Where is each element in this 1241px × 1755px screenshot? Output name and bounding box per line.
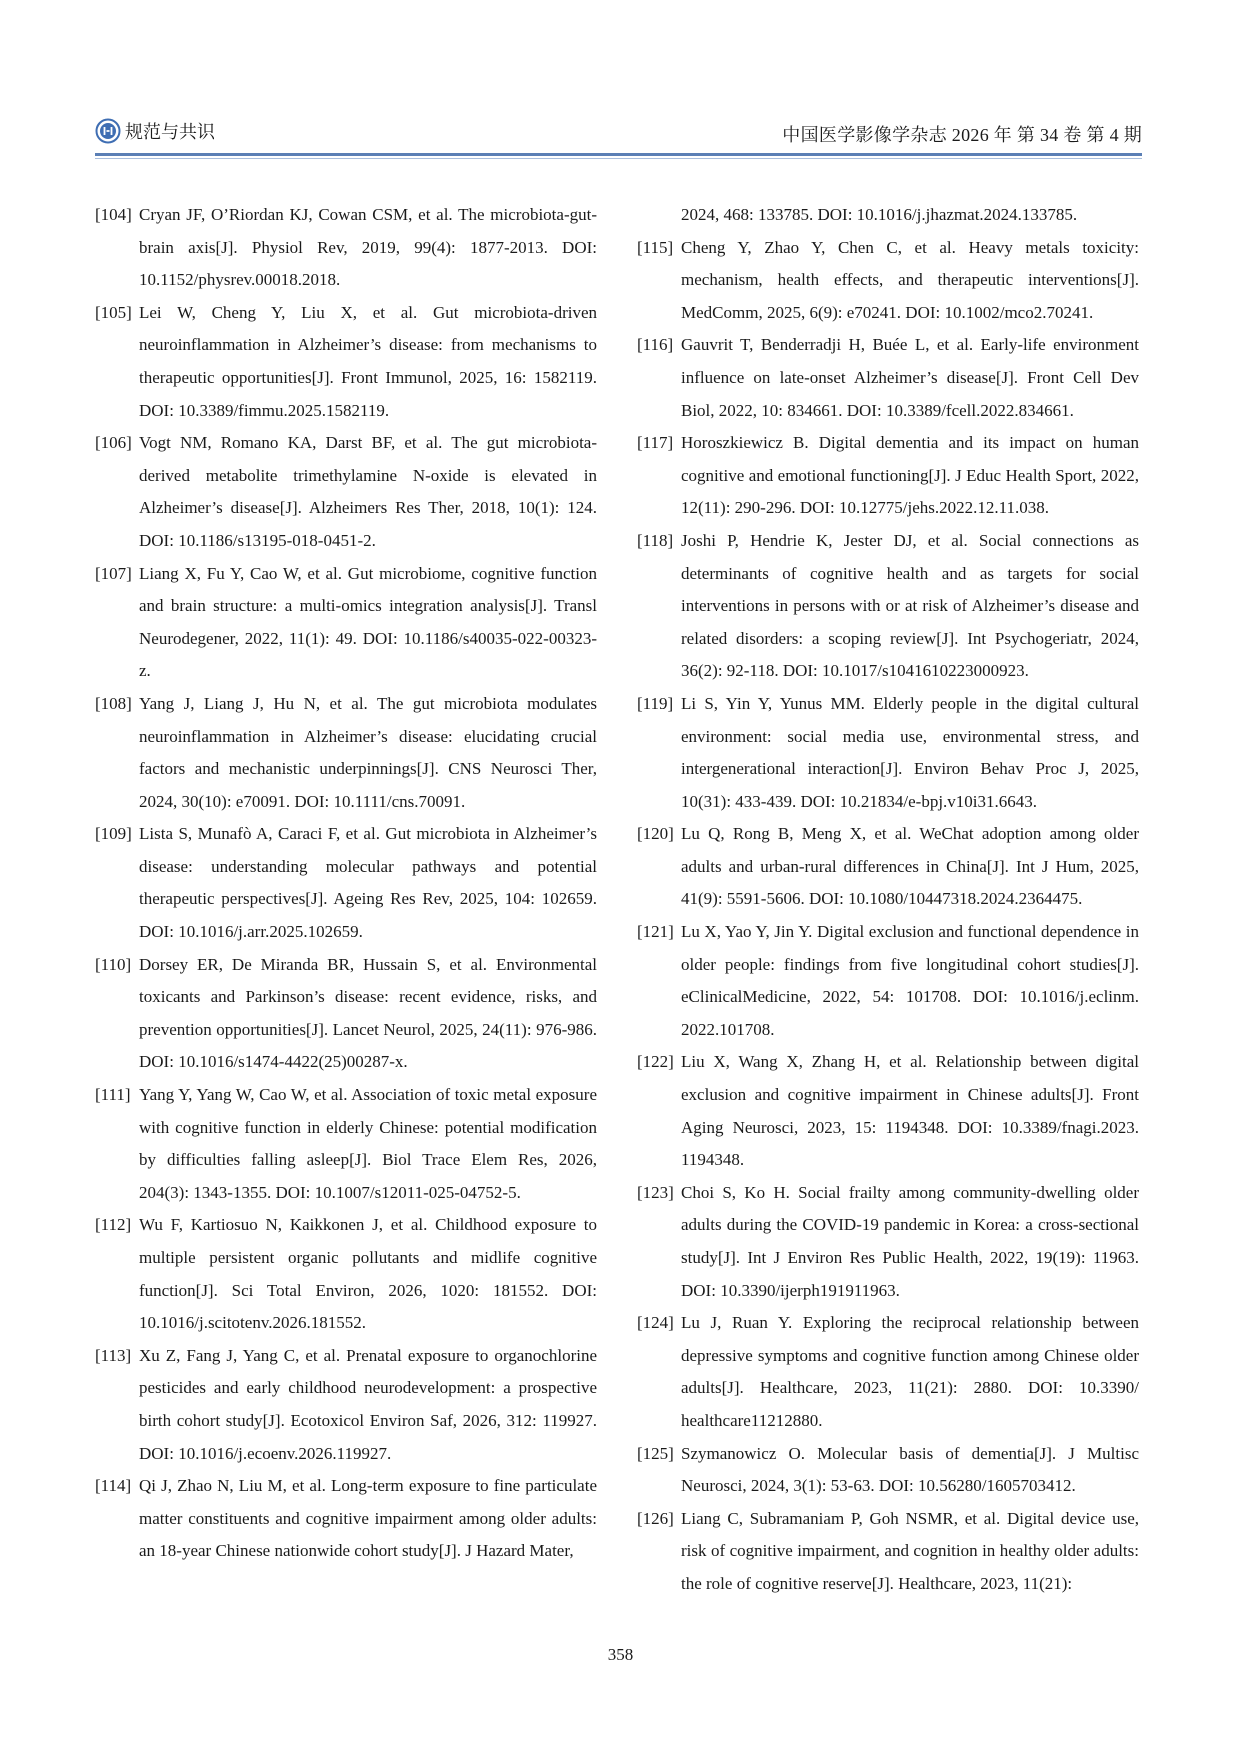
reference-text: Lu J, Ruan Y. Exploring the reciprocal relationship between depressive symptoms and cognitive function among Chinese older adults[J]. Healthcare, 2023, 11(21): 2880. DOI: 10.3390/ healthcare11212880. — [681, 1313, 1139, 1430]
reference-number: [118] — [637, 530, 674, 550]
reference-item — [95, 818, 597, 948]
reference-number: [113] — [95, 1345, 132, 1365]
reference-item — [637, 916, 1139, 1046]
reference-item — [637, 818, 1139, 916]
reference-continuation: 2024, 468: 133785. DOI: 10.1016/j.jhazmat.2024.133785. — [681, 205, 1078, 224]
reference-text: Lista S, Munafò A, Caraci F, et al. Gut microbiota in Alzheimer’s disease: understanding molecular pathways and potential therapeutic perspectives[J]. Ageing Res Rev, 2025, 104: 102659. DOI: 10.1016/j.arr.2025.102659. — [139, 824, 597, 942]
reference-number: [116] — [637, 335, 674, 355]
page-header — [95, 118, 1142, 152]
reference-text: Szymanowicz O. Molecular basis of dementia[J]. J Multisc Neurosci, 2024, 3(1): 53-63. DOI: 10.56280/1605703412. — [681, 1443, 1139, 1496]
reference-column-right — [637, 199, 1139, 1601]
reference-number: [112] — [95, 1215, 132, 1235]
reference-text: Li S, Yin Y, Yunus MM. Elderly people in the digital cultural environment: social media use, environmental stress, and intergenerational interaction[J]. Environ Behav Proc J, 2025, 10(31): 433-439. DOI: 10.21834/e-bpj.v10i31.6643. — [681, 693, 1139, 811]
reference-text: Wu F, Kartiosuo N, Kaikkonen J, et al. Childhood exposure to multiple persistent organic pollutants and midlife cognitive function[J]. Sci Total Environ, 2026, 1020: 181552. DOI: 10.1016/j.scitotenv.2026.181552. — [139, 1215, 597, 1333]
reference-text: Horoszkiewicz B. Digital dementia and its impact on human cognitive and emotional functioning[J]. J Educ Health Sport, 2022, 12(11): 290-296. DOI: 10.12775/jehs.2022.12.11.038. — [681, 433, 1139, 518]
reference-item — [637, 1438, 1139, 1503]
reference-number: [119] — [637, 693, 674, 713]
reference-text: Yang J, Liang J, Hu N, et al. The gut microbiota modulates neuroinflammation in Alzheimer’s disease: elucidating crucial factors and mechanistic underpinnings[J]. CNS Neurosci Ther, 2024, 30(10): e70091. DOI: 10.1111/cns.70091. — [139, 693, 597, 811]
reference-number: [111] — [95, 1085, 131, 1105]
reference-item — [637, 688, 1139, 818]
reference-text: Vogt NM, Romano KA, Darst BF, et al. The gut microbiota-derived metabolite trimethylamine N-oxide is elevated in Alzheimer’s disease[J]. Alzheimers Res Ther, 2018, 10(1): 124. DOI: 10.1186/s13195-018-0451-2. — [139, 433, 597, 550]
journal-info: 中国医学影像学杂志 2026 年 第 34 卷 第 4 期 — [782, 125, 1142, 145]
reference-text: Xu Z, Fang J, Yang C, et al. Prenatal exposure to organochlorine pesticides and early childhood neurodevelopment: a prospective birth cohort study[J]. Ecotoxicol Environ Saf, 2026, 312: 119927. DOI: 10.1016/j.ecoenv.2026.119927. — [139, 1345, 597, 1463]
reference-item — [95, 297, 597, 427]
reference-number: [108] — [95, 693, 132, 713]
reference-text: Lu X, Yao Y, Jin Y. Digital exclusion and functional dependence in older people: findings from five longitudinal cohort studies[J]. eClinicalMedicine, 2022, 54: 101708. DOI: 10.1016/j.eclinm. 2022.101708. — [681, 922, 1139, 1039]
section-label: 规范与共识 — [125, 122, 215, 142]
header-rule-thin — [95, 158, 1142, 159]
reference-text: Qi J, Zhao N, Liu M, et al. Long-term exposure to fine particulate matter constituents and cognitive impairment among older adults: an 18-year Chinese nationwide cohort study[J]. J Hazard Mater, — [139, 1476, 597, 1561]
reference-number: [105] — [95, 302, 132, 322]
reference-item — [95, 1209, 597, 1339]
reference-text: Lei W, Cheng Y, Liu X, et al. Gut microbiota-driven neuroinflammation in Alzheimer’s disease: from mechanisms to therapeutic opportunities[J]. Front Immunol, 2025, 16: 1582119. DOI: 10.3389/fimmu.2025.1582119. — [139, 302, 597, 420]
reference-item — [637, 1177, 1139, 1307]
reference-item — [637, 1046, 1139, 1176]
reference-number: [104] — [95, 205, 132, 224]
reference-text: Lu Q, Rong B, Meng X, et al. WeChat adoption among older adults and urban-rural differences in China[J]. Int J Hum, 2025, 41(9): 5591-5606. DOI: 10.1080/10447318.2024.2364475. — [681, 824, 1139, 909]
reference-number: [126] — [637, 1508, 674, 1528]
reference-text: Joshi P, Hendrie K, Jester DJ, et al. Social connections as determinants of cognitive health and as targets for social interventions in persons with or at risk of Alzheimer’s disease and related disorders: a scoping review[J]. Int Psychogeriatr, 2024, 36(2): 92-118. DOI: 10.1017/s1041610223000923. — [681, 530, 1139, 681]
reference-item — [637, 427, 1139, 525]
reference-text: Liang C, Subramaniam P, Goh NSMR, et al. Digital device use, risk of cognitive impairment, and cognition in healthy older adults: the role of cognitive reserve[J]. Healthcare, 2023, 11(21): — [681, 1508, 1139, 1593]
reference-item — [637, 525, 1139, 688]
reference-item — [637, 1307, 1139, 1437]
reference-item — [95, 427, 597, 557]
reference-item — [95, 1470, 597, 1568]
reference-text: Choi S, Ko H. Social frailty among community-dwelling older adults during the COVID-19 pandemic in Korea: a cross-sectional study[J]. Int J Environ Res Public Health, 2022, 19(19): 11963. DOI: 10.3390/ijerph191911963. — [681, 1182, 1139, 1300]
reference-number: [125] — [637, 1443, 674, 1463]
reference-number: [123] — [637, 1182, 674, 1202]
reference-text: Gauvrit T, Benderradji H, Buée L, et al. Early-life environment influence on late-onset Alzheimer’s disease[J]. Front Cell Dev Biol, 2022, 10: 834661. DOI: 10.3389/fcell.2022.834661. — [681, 335, 1139, 420]
header-rule — [95, 153, 1142, 156]
reference-text: Liu X, Wang X, Zhang H, et al. Relationship between digital exclusion and cognitive impairment in Chinese adults[J]. Front Aging Neurosci, 2023, 15: 1194348. DOI: 10.3389/fnagi.2023. 1194348. — [681, 1052, 1139, 1170]
reference-text: Cryan JF, O’Riordan KJ, Cowan CSM, et al. The microbiota-gut-brain axis[J]. Physiol Rev, 2019, 99(4): 1877-2013. DOI: 10.1152/physrev.00018.2018. — [139, 205, 597, 290]
reference-item — [95, 199, 597, 297]
reference-item — [95, 688, 597, 818]
reference-number: [124] — [637, 1313, 674, 1333]
reference-item — [637, 329, 1139, 427]
section-header — [95, 118, 215, 144]
reference-item — [637, 1503, 1139, 1601]
reference-number: [114] — [95, 1476, 132, 1496]
reference-item — [95, 949, 597, 1079]
journal-logo-icon — [95, 118, 121, 144]
reference-number: [122] — [637, 1052, 674, 1072]
reference-number: [120] — [637, 824, 674, 844]
reference-text: Dorsey ER, De Miranda BR, Hussain S, et al. Environmental toxicants and Parkinson’s disease: recent evidence, risks, and prevention opportunities[J]. Lancet Neurol, 2025, 24(11): 976-986. DOI: 10.1016/s1474-4422(25)00287-x. — [139, 954, 597, 1072]
reference-number: [121] — [637, 922, 674, 942]
reference-item — [95, 1340, 597, 1470]
reference-item — [95, 558, 597, 688]
reference-item — [95, 1079, 597, 1209]
reference-number: [106] — [95, 433, 132, 453]
reference-number: [109] — [95, 824, 132, 844]
reference-number: [107] — [95, 563, 132, 583]
reference-text: Yang Y, Yang W, Cao W, et al. Association of toxic metal exposure with cognitive function in elderly Chinese: potential modification by difficulties falling asleep[J]. Biol Trace Elem Res, 2026, 204(3): 1343-1355. DOI: 10.1007/s12011-025-04752-5. — [139, 1085, 597, 1202]
reference-number: [115] — [637, 237, 674, 257]
reference-text: Liang X, Fu Y, Cao W, et al. Gut microbiome, cognitive function and brain structure: a multi-omics integration analysis[J]. Transl Neurodegener, 2022, 11(1): 49. DOI: 10.1186/s40035-022-00323-z. — [139, 563, 597, 681]
reference-item — [637, 232, 1139, 330]
reference-column-left — [95, 199, 597, 1568]
reference-number: [117] — [637, 433, 674, 453]
reference-number: [110] — [95, 954, 132, 974]
page-number: 358 — [607, 1645, 634, 1664]
reference-text: Cheng Y, Zhao Y, Chen C, et al. Heavy metals toxicity: mechanism, health effects, and therapeutic interventions[J]. MedComm, 2025, 6(9): e70241. DOI: 10.1002/mco2.70241. — [681, 237, 1139, 322]
